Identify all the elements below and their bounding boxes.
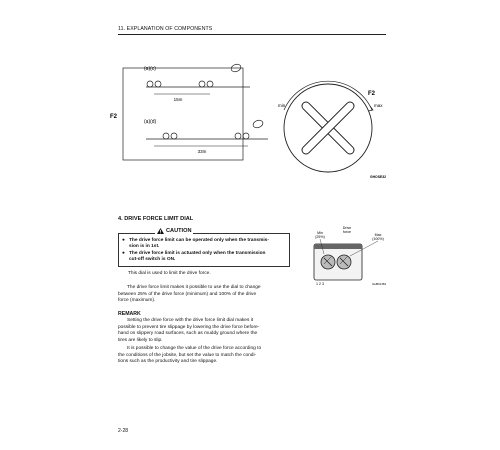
dial-max-label: max xyxy=(374,103,383,108)
caution-item-2: ● The drive force limit is actuated only when the transmission cut-off switch is ON. xyxy=(122,251,266,263)
warning-icon xyxy=(157,228,164,234)
distance-top: 15m xyxy=(173,97,183,102)
drive-force-diagram xyxy=(110,50,388,190)
svg-text:(100%): (100%) xyxy=(372,237,384,241)
dial-drawing xyxy=(278,81,383,172)
caution-item-1: ● The drive force limit can be operated only when the transmis- sion is in 1st. xyxy=(122,238,269,250)
dial-label: F2 xyxy=(368,91,376,97)
bottom-wheels xyxy=(163,119,264,139)
page-header: 11. EXPLANATION OF COMPONENTS xyxy=(118,26,213,32)
remark-paragraph-1: Setting the drive force with the drive force limit dial makes it possible to prevent tire slippage by lowering the drive force before- hand on slippery road surfaces, such as muddy ground where the tires are likely to slip. xyxy=(118,318,260,343)
figure-id: GHOSE32 xyxy=(369,175,386,179)
svg-text:Min: Min xyxy=(317,231,323,235)
page-number: 2-28 xyxy=(118,428,129,434)
distance-bottom: 33m xyxy=(197,149,207,154)
top-wheels xyxy=(147,63,242,87)
caution-title xyxy=(155,228,193,234)
svg-text:Max: Max xyxy=(374,233,382,237)
bottom-label: (a)(d) xyxy=(144,119,157,125)
header-rule xyxy=(118,34,386,35)
svg-text:(25%): (25%) xyxy=(315,235,325,239)
svg-text:Drive: Drive xyxy=(342,226,352,230)
svg-text:1 2 3: 1 2 3 xyxy=(316,282,324,286)
section-heading: 4. DRIVE FORCE LIMIT DIAL xyxy=(118,216,194,222)
svg-text:force: force xyxy=(343,230,351,234)
top-label: (a)(c) xyxy=(144,66,156,72)
body-paragraph-1: This dial is used to limit the drive force. xyxy=(128,271,211,276)
remark-heading: REMARK xyxy=(118,311,141,317)
side-label: F2 xyxy=(110,114,118,120)
caution-title-text: CAUTION xyxy=(166,228,192,234)
svg-text:GHB01384: GHB01384 xyxy=(372,282,386,286)
remark-paragraph-2: It is possible to change the value of the drive force according to the conditions of the jobsite, but set the value to match the condi- tions such as the productivity and tire slippage. xyxy=(118,346,262,365)
body-paragraph-2: The drive force limit makes it possible to use the dial to change between 25% of the drive force (minimum) and 100% of the drive force (maximum). xyxy=(118,285,261,304)
dial-min-label: min xyxy=(278,103,286,108)
dial-figure xyxy=(306,224,388,288)
